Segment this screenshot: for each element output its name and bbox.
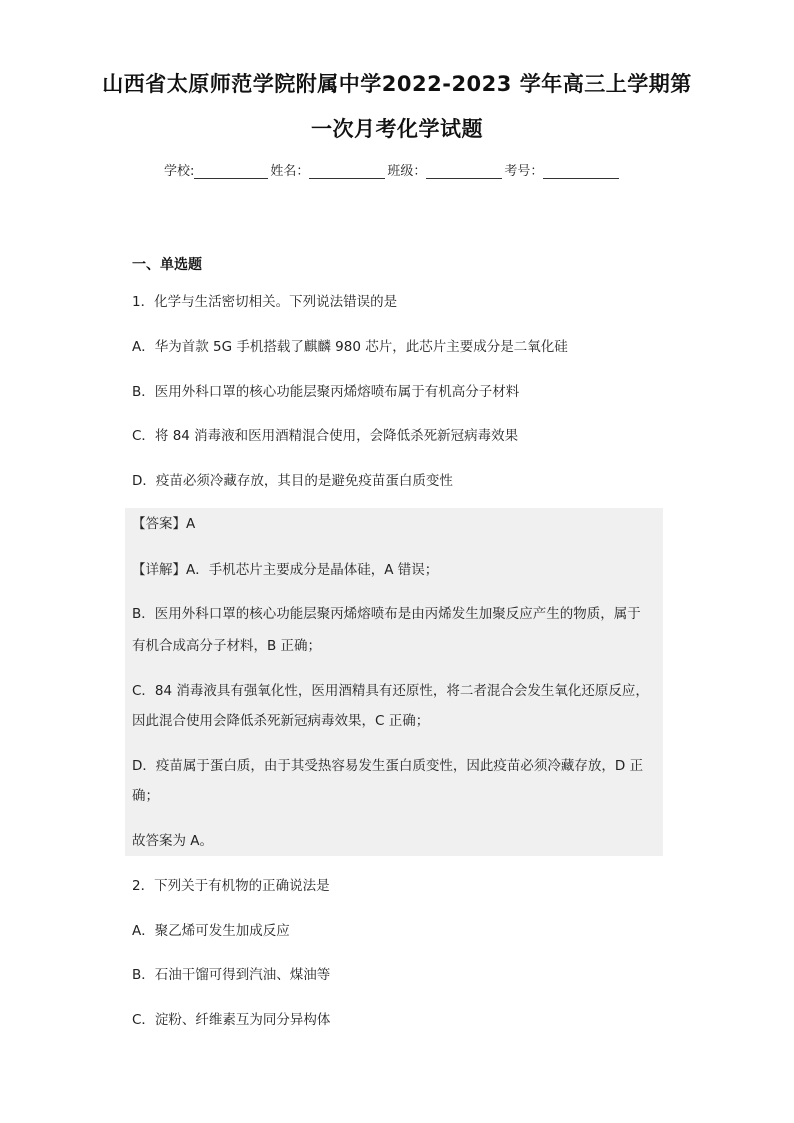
q1-explanation-line: 【详解】A．手机芯片主要成分是晶体硅，A 错误； [132,562,439,578]
q1-option-c: C．将 84 消毒液和医用酒精混合使用，会降低杀死新冠病毒效果 [132,428,519,444]
q1-explanation-line: C．84 消毒液具有强氧化性，医用酒精具有还原性，将二者混合会发生氧化还原反应， [132,683,649,699]
q2-option-b: B．石油干馏可得到汽油、煤油等 [132,967,331,983]
q1-option-b: B．医用外科口罩的核心功能层聚丙烯熔喷布属于有机高分子材料 [132,384,520,400]
q1-explanation-line: 有机合成高分子材料，B 正确； [132,638,322,654]
name-blank[interactable] [309,164,385,179]
q2-stem: 2．下列关于有机物的正确说法是 [132,878,330,894]
class-blank[interactable] [426,164,502,179]
section-title: 一、单选题 [132,257,202,273]
q1-explanation-line: 确； [132,788,159,804]
q2-option-c: C．淀粉、纤维素互为同分异构体 [132,1012,331,1028]
q1-option-a: A．华为首款 5G 手机搭载了麒麟 980 芯片，此芯片主要成分是二氧化硅 [132,339,568,355]
student-info-row [164,160,621,179]
name-label: 姓名： [270,164,310,179]
q1-explanation-line: B．医用外科口罩的核心功能层聚丙烯熔喷布是由丙烯发生加聚反应产生的物质，属于 [132,606,641,622]
q1-answer: 【答案】A [132,516,196,532]
exam-title-line-1: 山西省太原师范学院附属中学2022-2023 学年高三上学期第 [102,72,692,96]
class-label: 班级： [387,164,427,179]
number-label: 考号： [504,164,544,179]
exam-title-line-2: 一次月考化学试题 [311,117,483,141]
number-blank[interactable] [543,164,619,179]
q2-option-a: A．聚乙烯可发生加成反应 [132,923,290,939]
school-blank[interactable] [194,164,268,179]
q1-option-d: D．疫苗必须冷藏存放，其目的是避免疫苗蛋白质变性 [132,473,453,489]
q1-conclusion: 故答案为 A。 [132,833,214,849]
q1-explanation-line: 因此混合使用会降低杀死新冠病毒效果，C 正确； [132,713,430,729]
q1-stem: 1．化学与生活密切相关。下列说法错误的是 [132,294,398,310]
school-label: 学校: [164,164,195,179]
q1-explanation-line: D．疫苗属于蛋白质，由于其受热容易发生蛋白质变性，因此疫苗必须冷藏存放，D 正 [132,758,644,774]
